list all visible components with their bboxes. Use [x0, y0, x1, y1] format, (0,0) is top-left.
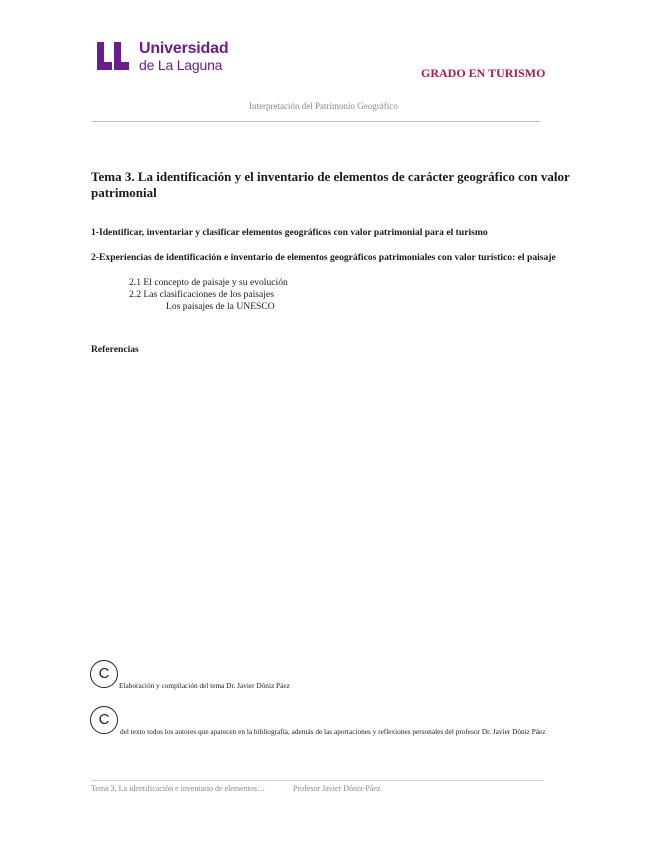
subject-header: Interpretación del Patrimonio Geográfico	[249, 101, 398, 111]
logo-text-line1: Universidad	[139, 40, 229, 57]
ull-logo-mark-icon	[93, 40, 133, 72]
degree-title: GRADO EN TURISMO	[421, 66, 546, 80]
footer-author: Profesor Javier Dóniz-Páez	[293, 784, 381, 793]
footer-divider	[91, 780, 544, 781]
logo-text-line2: de La Laguna	[139, 57, 223, 73]
university-logo	[93, 40, 243, 74]
subsection-2-1: 2.1 El concepto de paisaje y su evolución	[129, 277, 288, 288]
credit-line-1: Elaboración y compilación del tema Dr. Javier Dóniz Páez	[119, 681, 290, 690]
credit-line-2: del texto todos los autores que aparecen en la bibliografía, además de las aportaciones y reflexiones personales del profesor Dr. Javier Dóniz Páez	[120, 727, 546, 736]
page-title: Tema 3. La identificación y el inventario de elementos de carácter geográfico con valor patrimonial	[91, 169, 570, 200]
footer-title: Tema 3. La identificación e inventario de elementos…	[91, 784, 266, 793]
subsection-2-2: 2.2 Las clasificaciones de los paisajes	[129, 289, 274, 300]
references-heading: Referencias	[91, 344, 139, 355]
copyright-icon: C	[90, 706, 118, 734]
copyright-icon: C	[90, 660, 118, 688]
section-1-heading: 1-Identificar, inventariar y clasificar elementos geográficos con valor patrimonial para el turismo	[91, 227, 488, 238]
header-divider	[92, 121, 540, 122]
section-2-heading: 2-Experiencias de identificación e inventario de elementos geográficos patrimoniales con valor turístico: el paisaje	[91, 252, 556, 263]
subsection-2-2-item: Los paisajes de la UNESCO	[166, 301, 275, 312]
